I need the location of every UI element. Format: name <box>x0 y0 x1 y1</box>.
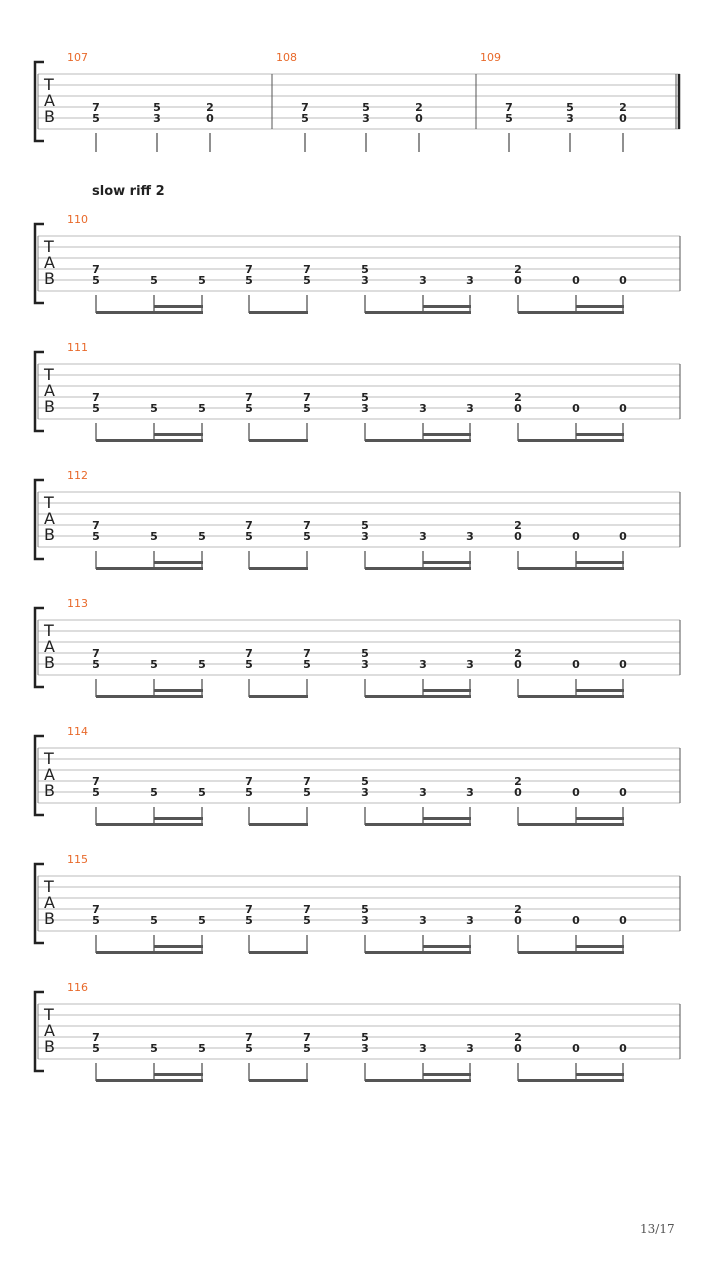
fret-number: 5 <box>92 402 100 415</box>
fret-number: 7 <box>303 903 311 916</box>
fret-number: 0 <box>619 274 627 287</box>
fret-number: 5 <box>245 1042 253 1055</box>
secondary-beam <box>154 817 203 820</box>
fret-number: 5 <box>92 786 100 799</box>
beam <box>96 567 203 570</box>
secondary-beam <box>423 433 471 436</box>
secondary-beam <box>423 945 471 948</box>
fret-number: 5 <box>245 402 253 415</box>
clef-letter-a: A <box>44 253 55 272</box>
fret-number: 2 <box>514 903 522 916</box>
clef-letter-a: A <box>44 1021 55 1040</box>
fret-number: 0 <box>619 914 627 927</box>
clef-letter-a: A <box>44 381 55 400</box>
fret-number: 7 <box>301 101 309 114</box>
fret-number: 0 <box>514 530 522 543</box>
fret-number: 0 <box>572 402 580 415</box>
fret-number: 5 <box>303 914 311 927</box>
fret-number: 3 <box>361 658 369 671</box>
fret-number: 5 <box>361 391 369 404</box>
fret-number: 5 <box>245 658 253 671</box>
secondary-beam <box>154 305 203 308</box>
beam <box>518 1079 624 1082</box>
fret-number: 3 <box>466 786 474 799</box>
fret-number: 3 <box>361 402 369 415</box>
secondary-beam <box>154 561 203 564</box>
measure-number: 110 <box>67 213 88 226</box>
fret-number: 5 <box>150 914 158 927</box>
beam <box>249 311 308 314</box>
fret-number: 5 <box>303 786 311 799</box>
fret-number: 7 <box>303 775 311 788</box>
beam <box>365 311 471 314</box>
secondary-beam <box>423 561 471 564</box>
fret-number: 5 <box>303 658 311 671</box>
secondary-beam <box>423 305 471 308</box>
fret-number: 5 <box>505 112 513 125</box>
fret-number: 3 <box>466 274 474 287</box>
beam <box>365 439 471 442</box>
fret-number: 3 <box>466 914 474 927</box>
clef-letter-b: B <box>44 653 55 672</box>
fret-number: 7 <box>92 391 100 404</box>
beam <box>96 1079 203 1082</box>
clef-letter-t: T <box>44 75 54 94</box>
fret-number: 7 <box>92 263 100 276</box>
fret-number: 7 <box>92 647 100 660</box>
fret-number: 5 <box>150 274 158 287</box>
fret-number: 2 <box>514 263 522 276</box>
clef-letter-a: A <box>44 91 55 110</box>
fret-number: 3 <box>419 786 427 799</box>
fret-number: 5 <box>92 658 100 671</box>
fret-number: 0 <box>572 1042 580 1055</box>
fret-number: 5 <box>361 903 369 916</box>
fret-number: 5 <box>92 1042 100 1055</box>
fret-number: 3 <box>362 112 370 125</box>
fret-number: 5 <box>303 274 311 287</box>
fret-number: 7 <box>92 903 100 916</box>
fret-number: 0 <box>619 658 627 671</box>
fret-number: 3 <box>361 914 369 927</box>
fret-number: 5 <box>303 1042 311 1055</box>
beam <box>96 951 203 954</box>
fret-number: 0 <box>572 530 580 543</box>
fret-number: 7 <box>303 391 311 404</box>
fret-number: 5 <box>198 530 206 543</box>
fret-number: 3 <box>466 1042 474 1055</box>
beam <box>365 567 471 570</box>
fret-number: 0 <box>619 786 627 799</box>
clef-letter-a: A <box>44 509 55 528</box>
fret-number: 5 <box>245 274 253 287</box>
page-number: 13/17 <box>640 1222 675 1236</box>
fret-number: 0 <box>514 658 522 671</box>
beam <box>518 311 624 314</box>
secondary-beam <box>154 689 203 692</box>
beam <box>518 439 624 442</box>
fret-number: 5 <box>150 1042 158 1055</box>
fret-number: 3 <box>419 274 427 287</box>
fret-number: 5 <box>361 263 369 276</box>
beam <box>518 695 624 698</box>
fret-number: 5 <box>153 101 161 114</box>
clef-letter-a: A <box>44 765 55 784</box>
fret-number: 5 <box>303 530 311 543</box>
measure-number: 112 <box>67 469 88 482</box>
clef-letter-t: T <box>44 237 54 256</box>
beam <box>249 951 308 954</box>
clef-letter-a: A <box>44 637 55 656</box>
beam <box>365 951 471 954</box>
fret-number: 3 <box>361 530 369 543</box>
secondary-beam <box>154 433 203 436</box>
secondary-beam <box>576 1073 624 1076</box>
secondary-beam <box>576 689 624 692</box>
secondary-beam <box>576 945 624 948</box>
fret-number: 7 <box>92 101 100 114</box>
beam <box>518 823 624 826</box>
fret-number: 7 <box>245 647 253 660</box>
measure-number: 116 <box>67 981 88 994</box>
fret-number: 0 <box>514 786 522 799</box>
clef-letter-t: T <box>44 493 54 512</box>
fret-number: 0 <box>572 274 580 287</box>
clef-letter-b: B <box>44 397 55 416</box>
fret-number: 5 <box>198 914 206 927</box>
fret-number: 7 <box>245 391 253 404</box>
secondary-beam <box>576 305 624 308</box>
beam <box>365 823 471 826</box>
fret-number: 2 <box>514 391 522 404</box>
beam <box>249 823 308 826</box>
beam <box>96 695 203 698</box>
measure-number: 107 <box>67 51 88 64</box>
fret-number: 7 <box>245 1031 253 1044</box>
fret-number: 5 <box>92 274 100 287</box>
secondary-beam <box>423 817 471 820</box>
fret-number: 7 <box>92 1031 100 1044</box>
fret-number: 3 <box>566 112 574 125</box>
measure-number: 109 <box>480 51 501 64</box>
fret-number: 0 <box>514 914 522 927</box>
fret-number: 5 <box>566 101 574 114</box>
measure-number: 115 <box>67 853 88 866</box>
fret-number: 5 <box>361 775 369 788</box>
fret-number: 2 <box>514 775 522 788</box>
clef-letter-b: B <box>44 781 55 800</box>
fret-number: 5 <box>245 530 253 543</box>
beam <box>249 695 308 698</box>
fret-number: 2 <box>514 1031 522 1044</box>
measure-number: 108 <box>276 51 297 64</box>
fret-number: 3 <box>419 658 427 671</box>
fret-number: 7 <box>303 263 311 276</box>
secondary-beam <box>576 817 624 820</box>
beam <box>249 439 308 442</box>
section-label: slow riff 2 <box>92 184 165 199</box>
fret-number: 5 <box>301 112 309 125</box>
secondary-beam <box>576 433 624 436</box>
beam <box>249 1079 308 1082</box>
fret-number: 0 <box>415 112 423 125</box>
measure-number: 114 <box>67 725 88 738</box>
fret-number: 5 <box>150 786 158 799</box>
fret-number: 7 <box>303 647 311 660</box>
beam <box>249 567 308 570</box>
fret-number: 3 <box>466 530 474 543</box>
fret-number: 5 <box>150 658 158 671</box>
fret-number: 3 <box>419 1042 427 1055</box>
fret-number: 7 <box>245 903 253 916</box>
fret-number: 5 <box>198 274 206 287</box>
clef-letter-t: T <box>44 877 54 896</box>
fret-number: 3 <box>361 274 369 287</box>
fret-number: 7 <box>505 101 513 114</box>
fret-number: 0 <box>619 402 627 415</box>
fret-number: 5 <box>245 914 253 927</box>
fret-number: 0 <box>572 658 580 671</box>
fret-number: 0 <box>619 530 627 543</box>
fret-number: 3 <box>361 1042 369 1055</box>
measure-number: 113 <box>67 597 88 610</box>
fret-number: 5 <box>92 530 100 543</box>
fret-number: 3 <box>466 658 474 671</box>
beam <box>365 1079 471 1082</box>
secondary-beam <box>576 561 624 564</box>
fret-number: 0 <box>572 914 580 927</box>
fret-number: 5 <box>150 530 158 543</box>
fret-number: 3 <box>466 402 474 415</box>
fret-number: 2 <box>619 101 627 114</box>
fret-number: 5 <box>361 1031 369 1044</box>
fret-number: 2 <box>206 101 214 114</box>
fret-number: 3 <box>419 402 427 415</box>
fret-number: 3 <box>361 786 369 799</box>
fret-number: 7 <box>92 775 100 788</box>
fret-number: 7 <box>245 263 253 276</box>
measure-number: 111 <box>67 341 88 354</box>
clef-letter-t: T <box>44 749 54 768</box>
fret-number: 5 <box>198 658 206 671</box>
fret-number: 5 <box>198 1042 206 1055</box>
clef-letter-t: T <box>44 1005 54 1024</box>
fret-number: 5 <box>361 647 369 660</box>
fret-number: 5 <box>362 101 370 114</box>
clef-letter-b: B <box>44 269 55 288</box>
clef-letter-b: B <box>44 107 55 126</box>
clef-letter-b: B <box>44 525 55 544</box>
clef-letter-b: B <box>44 909 55 928</box>
fret-number: 5 <box>198 786 206 799</box>
fret-number: 2 <box>514 519 522 532</box>
fret-number: 2 <box>514 647 522 660</box>
fret-number: 0 <box>619 112 627 125</box>
fret-number: 5 <box>303 402 311 415</box>
fret-number: 7 <box>92 519 100 532</box>
secondary-beam <box>154 945 203 948</box>
fret-number: 0 <box>514 402 522 415</box>
fret-number: 7 <box>245 775 253 788</box>
beam <box>96 823 203 826</box>
fret-number: 7 <box>303 1031 311 1044</box>
clef-letter-b: B <box>44 1037 55 1056</box>
clef-letter-a: A <box>44 893 55 912</box>
fret-number: 3 <box>419 530 427 543</box>
beam <box>96 439 203 442</box>
fret-number: 0 <box>619 1042 627 1055</box>
beam <box>518 567 624 570</box>
fret-number: 7 <box>245 519 253 532</box>
secondary-beam <box>423 1073 471 1076</box>
fret-number: 5 <box>198 402 206 415</box>
fret-number: 3 <box>419 914 427 927</box>
fret-number: 5 <box>150 402 158 415</box>
fret-number: 0 <box>572 786 580 799</box>
fret-number: 5 <box>245 786 253 799</box>
fret-number: 0 <box>514 1042 522 1055</box>
fret-number: 0 <box>514 274 522 287</box>
secondary-beam <box>423 689 471 692</box>
secondary-beam <box>154 1073 203 1076</box>
clef-letter-t: T <box>44 621 54 640</box>
fret-number: 5 <box>361 519 369 532</box>
fret-number: 5 <box>92 112 100 125</box>
fret-number: 2 <box>415 101 423 114</box>
beam <box>365 695 471 698</box>
fret-number: 5 <box>92 914 100 927</box>
beam <box>96 311 203 314</box>
clef-letter-t: T <box>44 365 54 384</box>
beam <box>518 951 624 954</box>
fret-number: 7 <box>303 519 311 532</box>
fret-number: 0 <box>206 112 214 125</box>
fret-number: 3 <box>153 112 161 125</box>
